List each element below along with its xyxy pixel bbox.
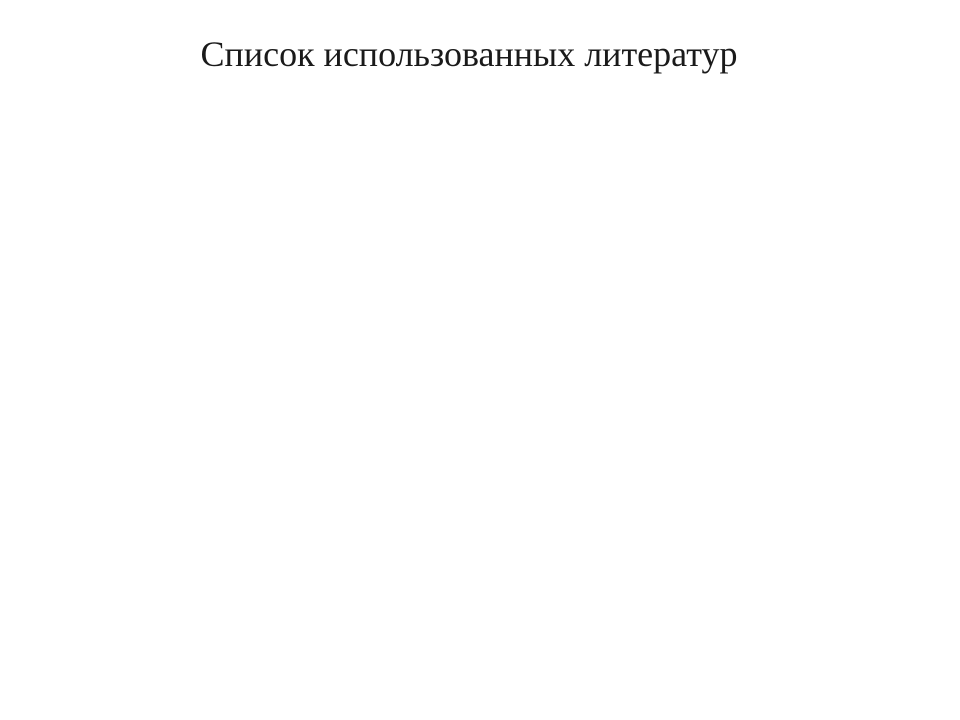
slide-title: Список использованных литератур [200,34,738,74]
